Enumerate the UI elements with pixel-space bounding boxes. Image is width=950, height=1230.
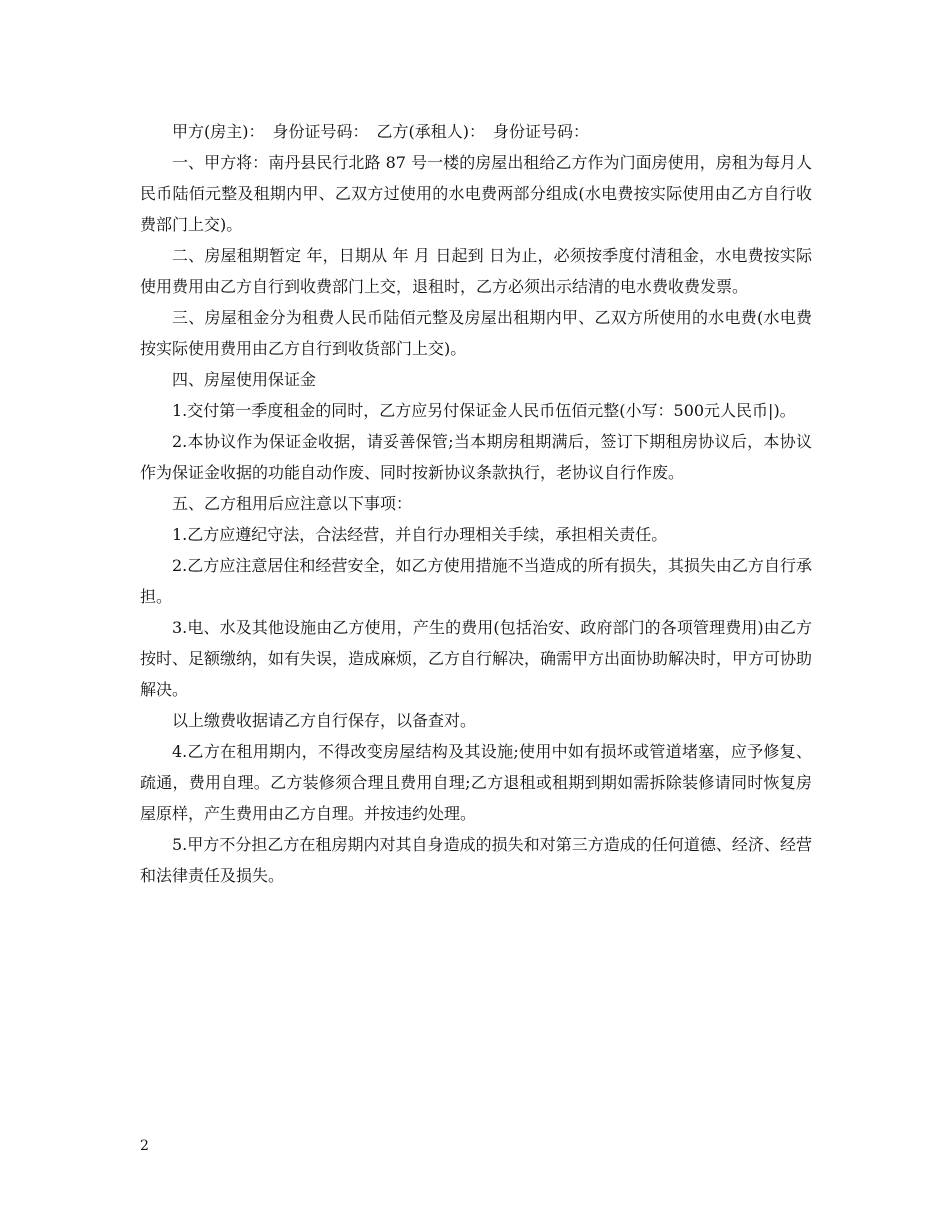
clause-4-heading: 四、房屋使用保证金 bbox=[172, 370, 317, 389]
clause-3-paragraph: 三、房屋租金分为租费人民币陆佰元整及房屋出租期内甲、乙双方所使用的水电费(水电费按实际使用费用由乙方自行到收货部门上交)。 bbox=[140, 308, 812, 358]
clause-4-item-1: 1.交付第一季度租金的同时，乙方应另付保证金人民币伍佰元整(小写：500元人民币|)。 bbox=[172, 401, 796, 420]
receipt-note: 以上缴费收据请乙方自行保存，以备查对。 bbox=[172, 711, 477, 730]
document-body bbox=[140, 116, 812, 891]
clause-1-paragraph: 一、甲方将：南丹县民行北路 87 号一楼的房屋出租给乙方作为门面房使用，房租为每月人民币陆佰元整及租期内甲、乙双方过使用的水电费两部分组成(水电费按实际使用由乙方自行收费部门上交)。 bbox=[140, 153, 812, 234]
clause-5-item-5: 5.甲方不分担乙方在租房期内对其自身造成的损失和对第三方造成的任何道德、经济、经营和法律责任及损失。 bbox=[140, 835, 812, 885]
party-header-line: 甲方(房主)： 身份证号码： 乙方(承租人)： 身份证号码： bbox=[172, 122, 589, 141]
clause-5-item-2: 2.乙方应注意居住和经营安全，如乙方使用措施不当造成的所有损失，其损失由乙方自行承担。 bbox=[140, 556, 812, 606]
clause-5-item-3: 3.电、水及其他设施由乙方使用，产生的费用(包括治安、政府部门的各项管理费用)由乙方按时、足额缴纳，如有失误，造成麻烦，乙方自行解决，确需甲方出面协助解决时，甲方可协助解决。 bbox=[140, 618, 813, 699]
clause-5-heading: 五、乙方租用后应注意以下事项： bbox=[172, 494, 413, 513]
clause-5-item-4: 4.乙方在租用期内，不得改变房屋结构及其设施;使用中如有损坏或管道堵塞，应予修复、疏通，费用自理。乙方装修须合理且费用自理;乙方退租或租期到期如需拆除装修请同时恢复房屋原样，产生费用由乙方自理。并按违约处理。 bbox=[140, 742, 812, 823]
clause-5-item-1: 1.乙方应遵纪守法，合法经营，并自行办理相关手续，承担相关责任。 bbox=[172, 525, 668, 544]
clause-2-paragraph: 二、房屋租期暂定 年，日期从 年 月 日起到 日为止，必须按季度付清租金，水电费按实际使用费用由乙方自行到收费部门上交，退租时，乙方必须出示结清的电水费收费发票。 bbox=[140, 246, 812, 296]
clause-4-item-2: 2.本协议作为保证金收据，请妥善保管;当本期房租期满后，签订下期租房协议后，本协议作为保证金收据的功能自动作废、同时按新协议条款执行，老协议自行作废。 bbox=[140, 432, 812, 482]
page-number: 2 bbox=[140, 1138, 149, 1154]
